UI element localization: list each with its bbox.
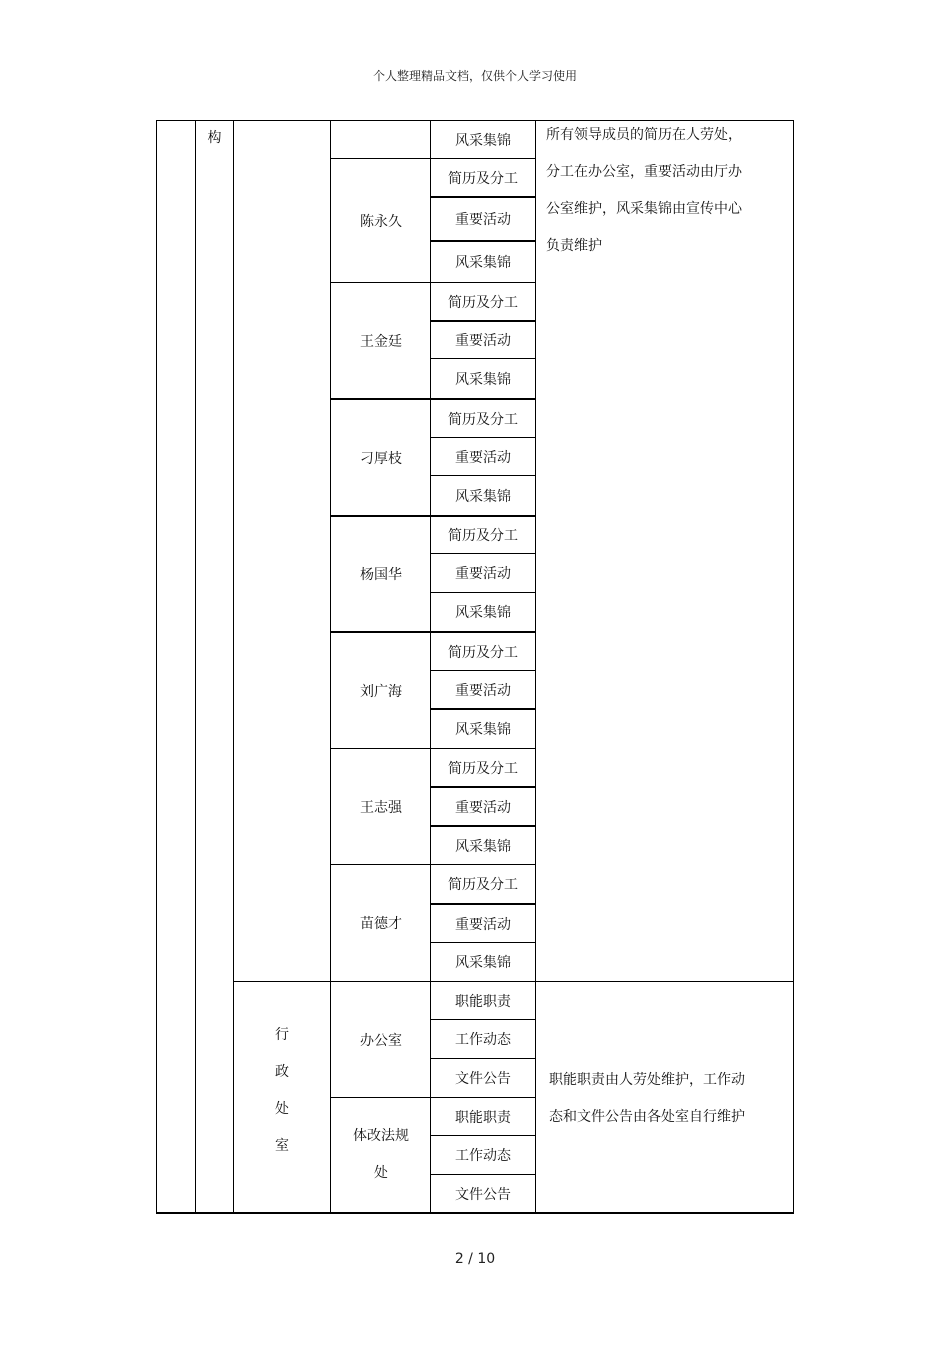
item-cell: 重要活动 (455, 916, 511, 933)
maintenance-note: 所有领导成员的简历在人劳处， 分工在办公室，重要活动由厅办 公室维护，风采集锦由宣传中心 负责维护 (546, 127, 742, 254)
item-cell: 重要活动 (455, 566, 511, 582)
column-header-char: 构 (207, 130, 222, 146)
office-name: 办公室 (360, 1032, 402, 1049)
leader-name: 刁厚枝 (360, 450, 402, 467)
item-cell: 工作动态 (455, 1032, 511, 1048)
item-cell: 简历及分工 (448, 877, 518, 893)
item-cell: 简历及分工 (448, 170, 518, 187)
item-cell: 简历及分工 (448, 760, 518, 777)
item-cell: 简历及分工 (448, 528, 518, 544)
table-border-bottom (156, 1212, 794, 1214)
table-border-left (156, 120, 157, 1213)
item-cell: 文件公告 (455, 1186, 511, 1203)
item-cell: 重要活动 (455, 333, 511, 349)
leader-name: 王志强 (360, 799, 402, 816)
item-cell: 重要活动 (455, 449, 511, 466)
page-number: 2 / 10 (454, 1251, 496, 1267)
item-cell: 风采集锦 (455, 955, 511, 971)
table-divider (195, 120, 196, 1213)
item-cell: 工作动态 (455, 1148, 511, 1164)
item-cell: 风采集锦 (455, 255, 511, 271)
item-cell: 风采集锦 (455, 371, 511, 388)
item-cell: 风采集锦 (455, 132, 511, 149)
item-cell: 重要活动 (455, 682, 511, 699)
maintenance-note: 职能职责由人劳处维护，工作动 态和文件公告由各处室自行维护 (549, 1072, 745, 1125)
item-cell: 文件公告 (455, 1071, 511, 1087)
leader-name: 陈永久 (360, 213, 402, 230)
item-cell: 风采集锦 (455, 722, 511, 738)
item-cell: 职能职责 (455, 993, 511, 1010)
item-cell: 职能职责 (455, 1109, 511, 1126)
item-cell: 简历及分工 (448, 644, 518, 661)
table-divider (535, 120, 536, 1213)
item-cell: 重要活动 (455, 212, 511, 228)
leader-name: 杨国华 (360, 567, 402, 583)
page-header: 个人整理精品文档，仅供个人学习使用 (372, 69, 577, 83)
item-cell: 简历及分工 (448, 294, 518, 311)
leader-name: 苗德才 (360, 916, 402, 932)
leader-name: 刘广海 (360, 683, 402, 700)
section-label-vertical: 行 政 处 室 (275, 1027, 289, 1154)
item-cell: 风采集锦 (455, 838, 511, 855)
item-cell: 简历及分工 (448, 411, 518, 428)
item-cell: 重要活动 (455, 799, 511, 816)
table-border-right (793, 120, 794, 1213)
office-name: 体改法规 处 (353, 1128, 409, 1181)
leader-name: 王金廷 (360, 333, 402, 350)
item-cell: 风采集锦 (455, 605, 511, 621)
item-cell: 风采集锦 (455, 488, 511, 505)
